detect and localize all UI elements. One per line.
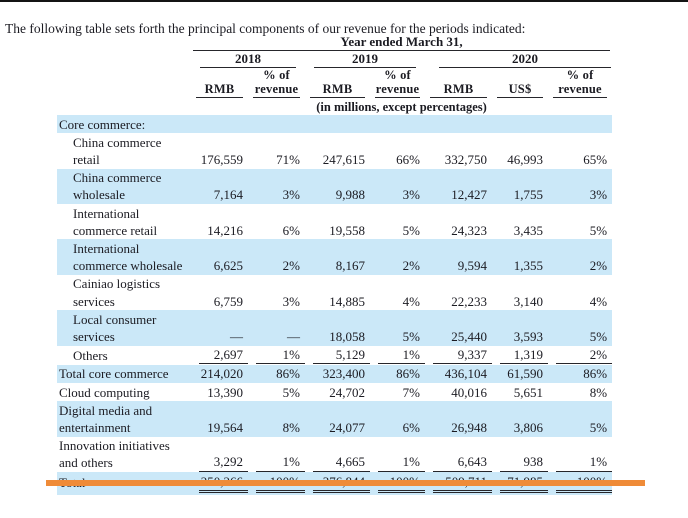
value-cell	[248, 310, 305, 345]
value-cell	[370, 169, 425, 204]
cell-value: 24,702	[329, 384, 365, 400]
cell-value: 5%	[589, 222, 608, 238]
cell-value: 9,337	[433, 346, 492, 364]
intro-text: The following table sets forth the principal components of our revenue for the periods indicated:	[5, 20, 526, 36]
table-row	[57, 310, 612, 345]
year-row	[57, 51, 612, 68]
cell-value: 86%	[396, 366, 420, 382]
value-cell	[425, 133, 492, 168]
value-cell	[191, 275, 248, 310]
value-cell	[492, 133, 548, 168]
row-label: China commerce wholesale	[73, 170, 162, 203]
cell-value: 5%	[402, 328, 420, 344]
value-cell	[548, 401, 612, 436]
value-cell	[425, 310, 492, 345]
column-header-row	[57, 68, 612, 98]
revenue-table	[57, 34, 612, 495]
units-note: (in millions, except percentages)	[316, 100, 487, 114]
table-row	[57, 346, 612, 365]
year-label: 2020	[439, 51, 611, 68]
column-header-label: % of revenue	[375, 68, 420, 96]
spanner-cell	[191, 34, 612, 51]
value-cell	[370, 437, 425, 472]
value-cell	[548, 204, 612, 239]
value-cell	[248, 239, 305, 274]
value-cell	[248, 346, 305, 365]
value-cell	[492, 437, 548, 472]
value-cell	[370, 239, 425, 274]
value-cell	[191, 169, 248, 204]
page-top-edge-divider	[0, 0, 688, 2]
year-ended-heading: Year ended March 31,	[193, 34, 610, 51]
cell-value: —	[230, 328, 243, 344]
cell-value: 1,319	[500, 346, 548, 364]
value-cell	[370, 310, 425, 345]
value-cell	[492, 275, 548, 310]
value-cell	[370, 133, 425, 168]
table-row	[57, 383, 612, 401]
value-cell	[248, 115, 305, 133]
value-cell	[305, 310, 370, 345]
value-cell	[492, 239, 548, 274]
table-row	[57, 169, 612, 204]
value-cell	[191, 437, 248, 472]
header-label-spacer	[57, 68, 191, 98]
value-cell	[248, 133, 305, 168]
table-row	[57, 115, 612, 133]
table-row	[57, 275, 612, 310]
row-label: Local consumer services	[73, 311, 157, 344]
cell-value: 9,594	[457, 258, 487, 274]
value-cell	[548, 346, 612, 365]
cell-value: 5%	[402, 222, 420, 238]
cell-value: 6,625	[213, 258, 243, 274]
value-cell	[191, 365, 248, 383]
cell-value: 14,885	[329, 293, 365, 309]
value-cell	[370, 204, 425, 239]
value-cell	[425, 275, 492, 310]
cell-value: 332,750	[444, 151, 487, 167]
value-cell	[492, 383, 548, 401]
cell-value: 2%	[282, 258, 300, 274]
cell-value: 3%	[589, 187, 608, 203]
cell-value: 7%	[402, 384, 420, 400]
cell-value: 13,390	[207, 384, 243, 400]
cell-value: 8%	[282, 419, 300, 435]
cell-value: 3,806	[513, 419, 543, 435]
value-cell	[425, 383, 492, 401]
cell-value: 1,355	[513, 258, 543, 274]
column-header	[425, 68, 492, 98]
cell-value: 1%	[378, 346, 425, 364]
row-label: China commerce retail	[73, 134, 162, 167]
cell-value: 40,016	[451, 384, 487, 400]
table-row	[57, 133, 612, 168]
table-row	[57, 365, 612, 383]
cell-value: 2%	[589, 258, 608, 274]
value-cell	[425, 365, 492, 383]
value-cell	[191, 401, 248, 436]
column-header-label: RMB	[196, 82, 243, 98]
cell-value: 14,216	[207, 222, 243, 238]
cell-value: 19,558	[329, 222, 365, 238]
cell-value: 4,665	[313, 453, 370, 471]
row-label: Innovation initiatives and others	[59, 438, 170, 471]
cell-value: 5,129	[313, 346, 370, 364]
value-cell	[492, 115, 548, 133]
cell-value: 2,697	[199, 346, 248, 364]
column-header-label: RMB	[310, 82, 365, 98]
value-cell	[305, 115, 370, 133]
row-label: International commerce wholesale	[73, 240, 183, 274]
column-header	[191, 68, 248, 98]
value-cell	[191, 115, 248, 133]
cell-value: 8%	[589, 384, 608, 400]
value-cell	[425, 437, 492, 472]
cell-value: 1%	[378, 453, 425, 471]
cell-value: 18,058	[329, 328, 365, 344]
cell-value: 938	[500, 453, 548, 471]
year-header	[425, 51, 612, 68]
cell-value: 323,400	[322, 366, 365, 382]
value-cell	[548, 133, 612, 168]
value-cell	[548, 239, 612, 274]
column-header	[492, 68, 548, 98]
value-cell	[492, 169, 548, 204]
value-cell	[425, 169, 492, 204]
cell-value: 5,651	[513, 384, 543, 400]
cell-value: 5%	[282, 384, 300, 400]
value-cell	[305, 383, 370, 401]
spanner-row	[57, 34, 612, 51]
column-header-label: % of revenue	[553, 68, 607, 98]
value-cell	[370, 115, 425, 133]
year-label: 2018	[200, 51, 296, 68]
header-label-spacer	[57, 98, 191, 115]
value-cell	[191, 204, 248, 239]
orange-highlight-line	[46, 480, 645, 486]
column-header	[305, 68, 370, 98]
value-cell	[305, 169, 370, 204]
cell-value: 65%	[583, 151, 608, 167]
table-row	[57, 401, 612, 436]
cell-value: 86%	[276, 366, 300, 382]
cell-value: 71%	[276, 151, 300, 167]
value-cell	[370, 383, 425, 401]
cell-value: 25,440	[451, 328, 487, 344]
value-cell	[191, 239, 248, 274]
cell-value: 3,292	[199, 453, 248, 471]
cell-value: 6,759	[213, 293, 243, 309]
table-row	[57, 437, 612, 472]
value-cell	[248, 437, 305, 472]
value-cell	[425, 239, 492, 274]
year-header	[191, 51, 305, 68]
cell-value: 6%	[282, 222, 300, 238]
value-cell	[492, 204, 548, 239]
header-label-spacer	[57, 34, 191, 51]
cell-value: 8,167	[335, 258, 365, 274]
cell-value: 7,164	[213, 187, 243, 203]
cell-value: 12,427	[451, 187, 487, 203]
column-header-label: % of revenue	[254, 68, 299, 96]
value-cell	[548, 310, 612, 345]
value-cell	[548, 437, 612, 472]
value-cell	[548, 365, 612, 383]
cell-value: 3,435	[513, 222, 543, 238]
cell-value: 9,988	[335, 187, 365, 203]
cell-value: —	[287, 328, 300, 344]
value-cell	[370, 346, 425, 365]
cell-value: 19,564	[207, 419, 243, 435]
cell-value: 46,993	[507, 151, 543, 167]
value-cell	[305, 239, 370, 274]
value-cell	[191, 310, 248, 345]
row-label: Cloud computing	[59, 384, 150, 400]
cell-value: 2%	[556, 346, 612, 364]
cell-value: 5%	[589, 419, 608, 435]
cell-value: 6,643	[433, 453, 492, 471]
cell-value: 66%	[396, 151, 420, 167]
header-label-spacer	[57, 51, 191, 68]
cell-value: 6%	[402, 419, 420, 435]
value-cell	[370, 365, 425, 383]
cell-value: 176,559	[200, 151, 243, 167]
cell-value: 86%	[583, 366, 608, 382]
value-cell	[191, 133, 248, 168]
value-cell	[425, 401, 492, 436]
cell-value: 5%	[589, 328, 608, 344]
cell-value: 24,323	[451, 222, 487, 238]
value-cell	[305, 204, 370, 239]
cell-value: 1%	[256, 453, 305, 471]
value-cell	[305, 365, 370, 383]
units-row	[57, 98, 612, 115]
value-cell	[248, 204, 305, 239]
row-label: Core commerce:	[59, 116, 146, 132]
table-row	[57, 204, 612, 239]
cell-value: 1%	[256, 346, 305, 364]
cell-value: 24,077	[329, 419, 365, 435]
value-cell	[191, 383, 248, 401]
value-cell	[191, 346, 248, 365]
row-label: Total core commerce	[59, 366, 169, 382]
row-label: International commerce retail	[73, 205, 158, 238]
cell-value: 1%	[556, 453, 612, 471]
value-cell	[248, 365, 305, 383]
cell-value: 3,593	[513, 328, 543, 344]
value-cell	[248, 401, 305, 436]
value-cell	[370, 275, 425, 310]
cell-value: 4%	[402, 293, 420, 309]
value-cell	[492, 310, 548, 345]
value-cell	[548, 383, 612, 401]
year-label: 2019	[314, 51, 416, 68]
cell-value: 436,104	[444, 366, 487, 382]
value-cell	[248, 275, 305, 310]
value-cell	[248, 169, 305, 204]
value-cell	[248, 383, 305, 401]
value-cell	[305, 133, 370, 168]
value-cell	[305, 346, 370, 365]
revenue-table-container	[57, 34, 612, 495]
column-header	[548, 68, 612, 98]
value-cell	[492, 346, 548, 365]
cell-value: 2%	[402, 258, 420, 274]
value-cell	[425, 115, 492, 133]
value-cell	[548, 115, 612, 133]
value-cell	[548, 275, 612, 310]
row-label: Cainiao logistics services	[73, 276, 161, 309]
value-cell	[305, 437, 370, 472]
value-cell	[425, 346, 492, 365]
cell-value: 3%	[282, 293, 300, 309]
cell-value: 4%	[589, 293, 608, 309]
cell-value: 247,615	[322, 151, 365, 167]
value-cell	[492, 365, 548, 383]
row-label: Digital media and entertainment	[59, 402, 153, 435]
cell-value: 3%	[402, 187, 420, 203]
column-header	[370, 68, 425, 98]
year-header	[305, 51, 425, 68]
value-cell	[548, 169, 612, 204]
value-cell	[305, 401, 370, 436]
column-header	[248, 68, 305, 98]
column-header-label: US$	[497, 82, 543, 98]
cell-value: 3,140	[513, 293, 543, 309]
table-row	[57, 239, 612, 274]
value-cell	[305, 275, 370, 310]
column-header-label: RMB	[430, 82, 487, 98]
cell-value: 1,755	[513, 187, 543, 203]
cell-value: 3%	[282, 187, 300, 203]
cell-value: 214,020	[200, 366, 243, 382]
value-cell	[425, 204, 492, 239]
cell-value: 26,948	[451, 419, 487, 435]
value-cell	[370, 401, 425, 436]
value-cell	[492, 401, 548, 436]
cell-value: 61,590	[507, 366, 543, 382]
cell-value: 22,233	[451, 293, 487, 309]
row-label: Others	[73, 348, 108, 364]
